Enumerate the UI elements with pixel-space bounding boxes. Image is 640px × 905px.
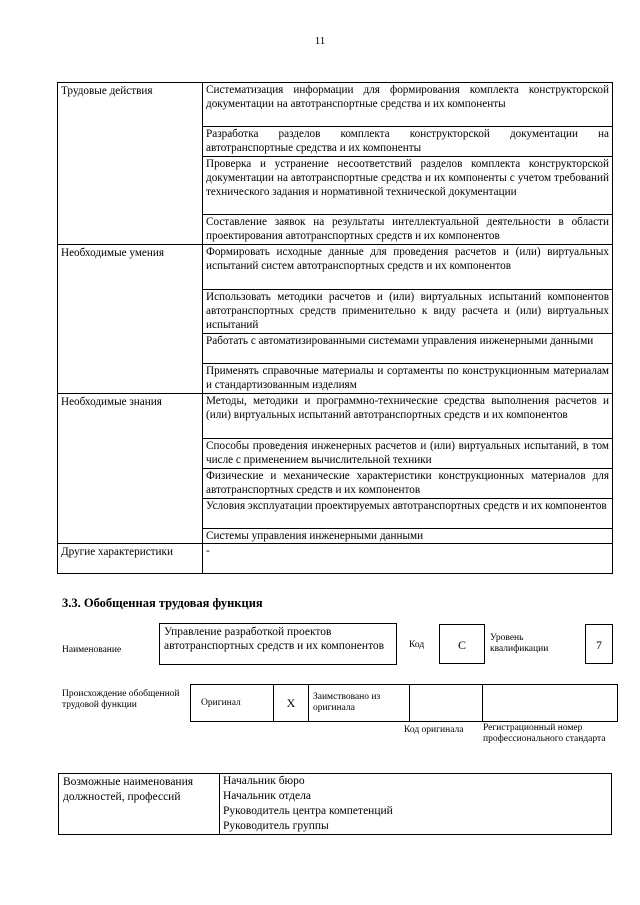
row-label-other: Другие характеристики — [58, 544, 203, 574]
row-label-labor-actions: Трудовые действия — [58, 83, 203, 245]
qualification-level-label: Уровень квалификации — [490, 633, 549, 654]
code-label: Код — [409, 640, 425, 650]
original-mark: X — [274, 685, 309, 722]
list-item: Формировать исходные данные для проведения расчетов и (или) виртуальных испытаний систем автотранспортных средств и их компонентов — [206, 246, 609, 273]
positions-label: Возможные наименования должностей, профессий — [59, 774, 220, 835]
table-row — [191, 685, 618, 722]
function-name-value: Управление разработкой проектов автотранспортных средств и их компонентов — [159, 623, 397, 665]
name-label: Наименование — [62, 645, 122, 655]
positions-table — [58, 773, 612, 835]
original-label: Оригинал — [191, 685, 274, 722]
row-items — [203, 394, 613, 544]
borrowed-label: Заимствовано из оригинала — [309, 685, 410, 722]
row-items — [203, 544, 613, 574]
page-number: 11 — [314, 35, 326, 47]
table-row — [58, 83, 613, 245]
qualification-level-value: 7 — [585, 624, 613, 664]
section-heading: 3.3. Обобщенная трудовая функция — [62, 596, 263, 610]
origin-table — [190, 684, 618, 722]
row-label-knowledge: Необходимые знания — [58, 394, 203, 544]
row-items — [203, 83, 613, 245]
table-row — [58, 245, 613, 394]
list-item: Системы управления инженерными данными — [203, 528, 612, 543]
list-item: Использовать методики расчетов и (или) виртуальных испытаний компонентов автотранспортных средств применительно к виду расчета и (или) виртуальных испытаний — [203, 289, 612, 333]
code-value: C — [439, 624, 485, 664]
list-item: Способы проведения инженерных расчетов и (или) виртуальных испытаний, в том числе с применением вычислительной техники — [203, 438, 612, 468]
list-item: Методы, методики и программно-технические средства выполнения расчетов и (или) виртуальных испытаний автотранспортных средств и их компонентов — [206, 395, 609, 422]
reg-number-caption: Регистрационный номер профессионального стандарта — [483, 723, 606, 744]
list-item: - — [206, 545, 210, 557]
list-item: Начальник бюро — [223, 775, 305, 787]
list-item: Проверка и устранение несоответствий разделов комплекта конструкторской документации на автотранспортные средства и их компоненты с учетом требований технического задания и нормативной технической документации — [203, 156, 612, 214]
list-item: Составление заявок на результаты интеллектуальной деятельности в области проектирования автотранспортных средств и их компонентов — [203, 214, 612, 244]
row-items — [203, 245, 613, 394]
table-row — [59, 774, 612, 835]
original-code-caption: Код оригинала — [404, 725, 464, 735]
list-item: Руководитель группы — [223, 820, 329, 832]
positions-list — [220, 774, 612, 835]
table-row — [58, 544, 613, 574]
row-label-skills: Необходимые умения — [58, 245, 203, 394]
list-item: Разработка разделов комплекта конструкторской документации на автотранспортные средства и их компоненты — [203, 126, 612, 156]
list-item: Работать с автоматизированными системами управления инженерными данными — [203, 333, 612, 363]
original-code-cell — [410, 685, 483, 722]
list-item: Начальник отдела — [223, 790, 311, 802]
labor-functions-table — [57, 82, 613, 574]
reg-number-cell — [483, 685, 618, 722]
list-item: Физические и механические характеристики конструкционных материалов для автотранспортных средств и их компонентов — [203, 468, 612, 498]
list-item: Руководитель центра компетенций — [223, 805, 393, 817]
list-item: Применять справочные материалы и сортаменты по конструкционным материалам и стандартизованным изделиям — [203, 363, 612, 393]
table-row — [58, 394, 613, 544]
list-item: Систематизация информации для формирования комплекта конструкторской документации на автотранспортные средства и их компоненты — [206, 84, 609, 111]
list-item: Условия эксплуатации проектируемых автотранспортных средств и их компонентов — [203, 498, 612, 528]
origin-label: Происхождение обобщенной трудовой функции — [62, 689, 180, 710]
